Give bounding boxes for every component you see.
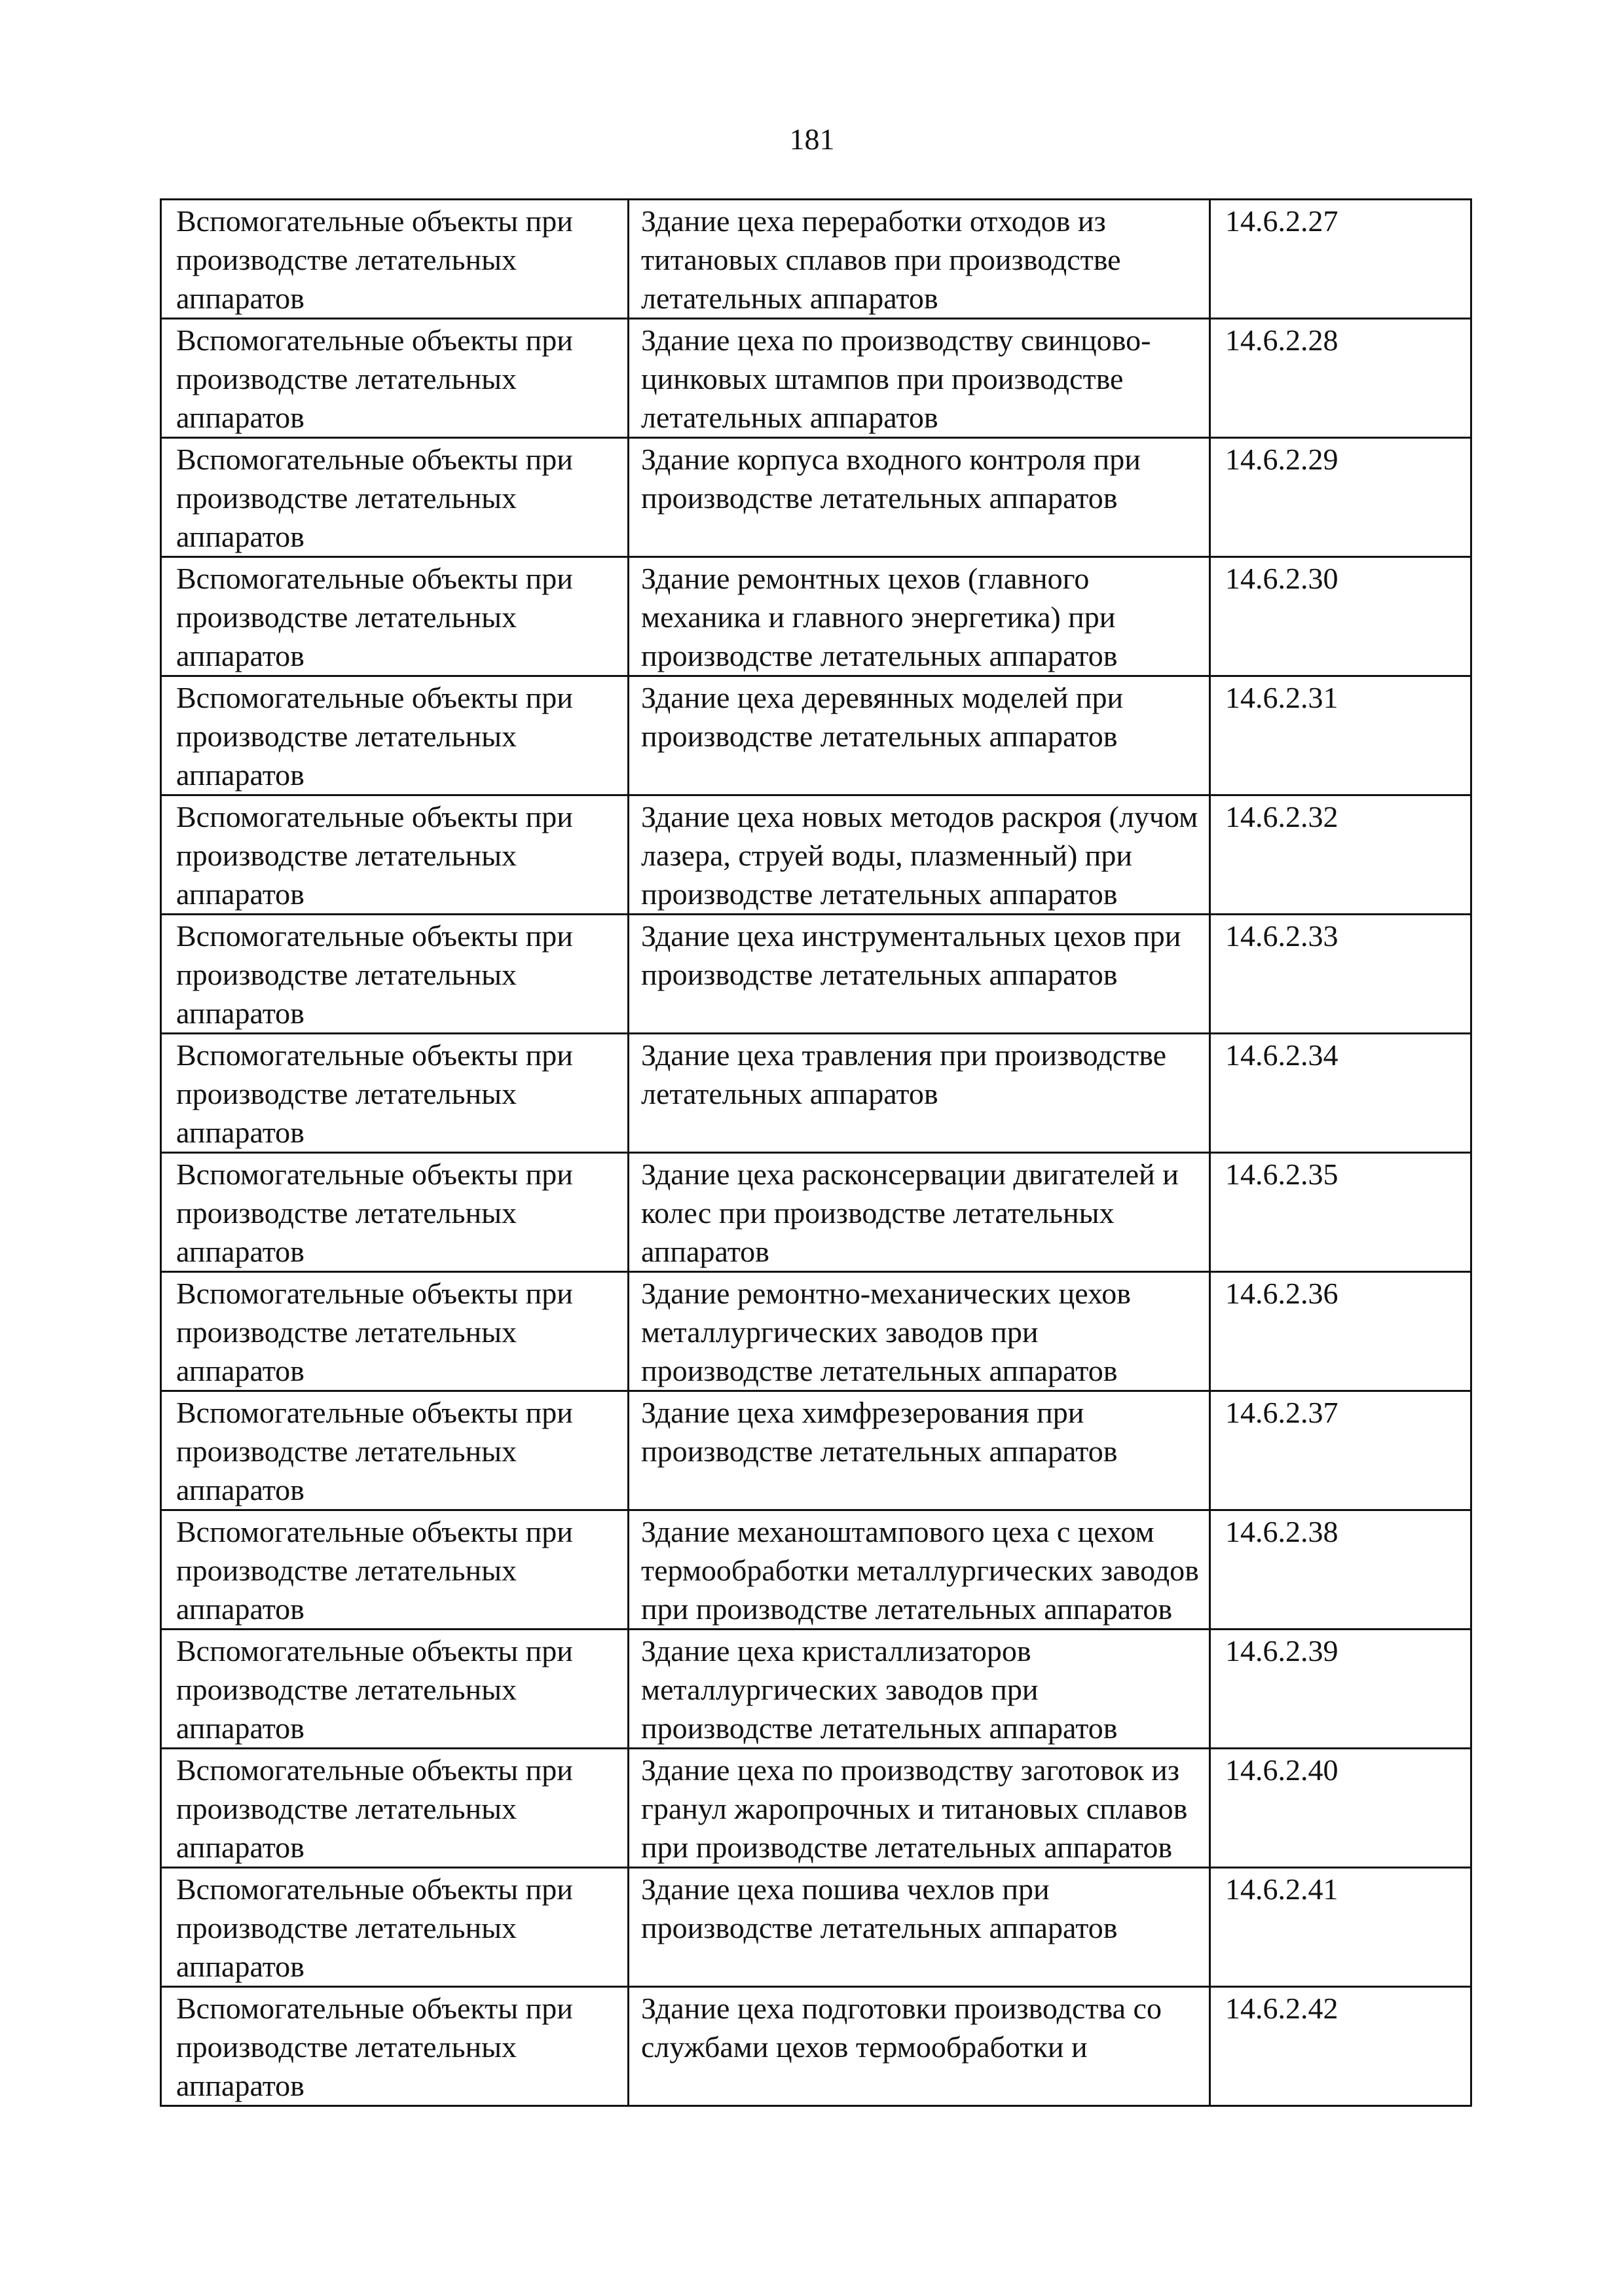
category-cell: Вспомогательные объекты при производстве летательных аппаратов bbox=[161, 915, 629, 1034]
page-number: 181 bbox=[789, 122, 835, 156]
description-cell: Здание цеха переработки отходов из титановых сплавов при производстве летательных аппаратов bbox=[629, 200, 1210, 319]
category-cell: Вспомогательные объекты при производстве летательных аппаратов bbox=[161, 438, 629, 557]
description-cell: Здание ремонтных цехов (главного механика и главного энергетика) при производстве летательных аппаратов bbox=[629, 557, 1210, 676]
category-cell: Вспомогательные объекты при производстве летательных аппаратов bbox=[161, 1749, 629, 1868]
table-row bbox=[161, 1749, 1471, 1868]
code-cell: 14.6.2.29 bbox=[1210, 438, 1471, 557]
description-cell: Здание цеха расконсервации двигателей и колес при производстве летательных аппаратов bbox=[629, 1153, 1210, 1272]
category-cell: Вспомогательные объекты при производстве летательных аппаратов bbox=[161, 1391, 629, 1510]
description-cell: Здание цеха новых методов раскроя (лучом лазера, струей воды, плазменный) при производстве летательных аппаратов bbox=[629, 795, 1210, 915]
table-row bbox=[161, 557, 1471, 676]
code-cell: 14.6.2.30 bbox=[1210, 557, 1471, 676]
table-row bbox=[161, 915, 1471, 1034]
description-cell: Здание цеха травления при производстве летательных аппаратов bbox=[629, 1034, 1210, 1153]
category-cell: Вспомогательные объекты при производстве летательных аппаратов bbox=[161, 319, 629, 438]
description-cell: Здание корпуса входного контроля при производстве летательных аппаратов bbox=[629, 438, 1210, 557]
category-cell: Вспомогательные объекты при производстве летательных аппаратов bbox=[161, 200, 629, 319]
table-row bbox=[161, 1987, 1471, 2106]
objects-table bbox=[160, 198, 1472, 2107]
description-cell: Здание цеха по производству свинцово-цинковых штампов при производстве летательных аппаратов bbox=[629, 319, 1210, 438]
code-cell: 14.6.2.37 bbox=[1210, 1391, 1471, 1510]
table-row bbox=[161, 319, 1471, 438]
table-row bbox=[161, 1272, 1471, 1391]
code-cell: 14.6.2.28 bbox=[1210, 319, 1471, 438]
description-cell: Здание ремонтно-механических цехов металлургических заводов при производстве летательных аппаратов bbox=[629, 1272, 1210, 1391]
category-cell: Вспомогательные объекты при производстве летательных аппаратов bbox=[161, 676, 629, 795]
table-row bbox=[161, 1391, 1471, 1510]
code-cell: 14.6.2.38 bbox=[1210, 1510, 1471, 1630]
table-row bbox=[161, 1868, 1471, 1987]
description-cell: Здание цеха деревянных моделей при производстве летательных аппаратов bbox=[629, 676, 1210, 795]
code-cell: 14.6.2.40 bbox=[1210, 1749, 1471, 1868]
code-cell: 14.6.2.33 bbox=[1210, 915, 1471, 1034]
category-cell: Вспомогательные объекты при производстве летательных аппаратов bbox=[161, 1153, 629, 1272]
category-cell: Вспомогательные объекты при производстве летательных аппаратов bbox=[161, 1272, 629, 1391]
category-cell: Вспомогательные объекты при производстве летательных аппаратов bbox=[161, 1510, 629, 1630]
description-cell: Здание цеха подготовки производства со службами цехов термообработки и bbox=[629, 1987, 1210, 2106]
code-cell: 14.6.2.34 bbox=[1210, 1034, 1471, 1153]
description-cell: Здание цеха химфрезерования при производстве летательных аппаратов bbox=[629, 1391, 1210, 1510]
table-row bbox=[161, 200, 1471, 319]
table-row bbox=[161, 438, 1471, 557]
category-cell: Вспомогательные объекты при производстве летательных аппаратов bbox=[161, 1868, 629, 1987]
category-cell: Вспомогательные объекты при производстве летательных аппаратов bbox=[161, 795, 629, 915]
code-cell: 14.6.2.35 bbox=[1210, 1153, 1471, 1272]
table-row bbox=[161, 1510, 1471, 1630]
table-row bbox=[161, 676, 1471, 795]
category-cell: Вспомогательные объекты при производстве летательных аппаратов bbox=[161, 1034, 629, 1153]
table-row bbox=[161, 1153, 1471, 1272]
code-cell: 14.6.2.31 bbox=[1210, 676, 1471, 795]
description-cell: Здание цеха кристаллизаторов металлургических заводов при производстве летательных аппаратов bbox=[629, 1630, 1210, 1749]
category-cell: Вспомогательные объекты при производстве летательных аппаратов bbox=[161, 1630, 629, 1749]
table-row bbox=[161, 1034, 1471, 1153]
description-cell: Здание механоштампового цеха с цехом термообработки металлургических заводов при производстве летательных аппаратов bbox=[629, 1510, 1210, 1630]
description-cell: Здание цеха по производству заготовок из гранул жаропрочных и титановых сплавов при производстве летательных аппаратов bbox=[629, 1749, 1210, 1868]
code-cell: 14.6.2.32 bbox=[1210, 795, 1471, 915]
description-cell: Здание цеха инструментальных цехов при производстве летательных аппаратов bbox=[629, 915, 1210, 1034]
code-cell: 14.6.2.42 bbox=[1210, 1987, 1471, 2106]
code-cell: 14.6.2.41 bbox=[1210, 1868, 1471, 1987]
code-cell: 14.6.2.36 bbox=[1210, 1272, 1471, 1391]
category-cell: Вспомогательные объекты при производстве летательных аппаратов bbox=[161, 1987, 629, 2106]
description-cell: Здание цеха пошива чехлов при производстве летательных аппаратов bbox=[629, 1868, 1210, 1987]
table-row bbox=[161, 795, 1471, 915]
table-row bbox=[161, 1630, 1471, 1749]
code-cell: 14.6.2.27 bbox=[1210, 200, 1471, 319]
code-cell: 14.6.2.39 bbox=[1210, 1630, 1471, 1749]
category-cell: Вспомогательные объекты при производстве летательных аппаратов bbox=[161, 557, 629, 676]
